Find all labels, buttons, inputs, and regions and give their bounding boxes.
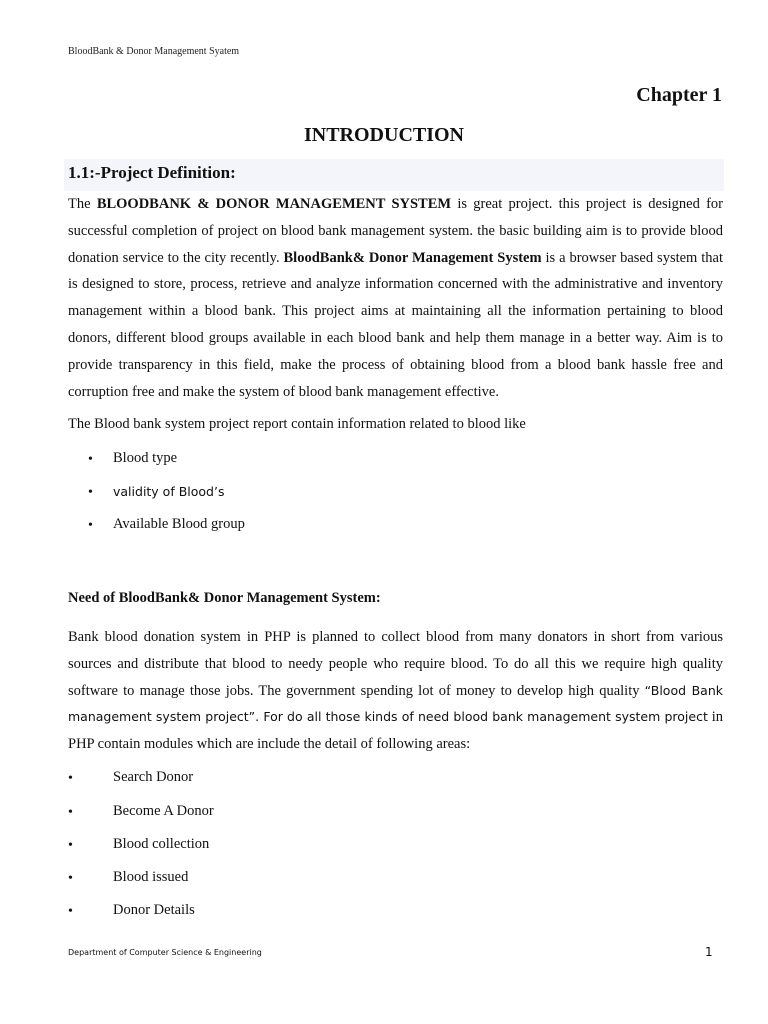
bullet-icon: • (88, 452, 93, 467)
intro-the: The (68, 196, 91, 212)
page-number: 1 (705, 945, 713, 959)
module-text: Search Donor (113, 769, 194, 785)
intro-text-2: is a browser based system that is designed to store, process, retrieve and analyze information concerned with the administrative and inventory management within a blood bank. This project aims at maintaining all the information pertaining to blood donors, different blood groups available in each blood bank and help them manage in a better way. Aim is to provide transparency in this field, make the process of obtaining blood from a blood bank hassle free and corruption free and make the system of blood bank management effective. (68, 249, 724, 400)
module-text: Donor Details (113, 902, 195, 918)
bullet-icon: • (68, 771, 73, 786)
bullet-icon: • (88, 485, 93, 500)
blood-info-text: validity of Blood’s (113, 484, 225, 499)
need-text-1: Bank blood donation system in PHP is planned to collect blood from many donators in short from various sources and distribute that blood to needy people who require blood. To do all this we require high quality software to manage those jobs. The government spending lot of money to develop high quality (68, 629, 723, 699)
bullet-icon: • (68, 838, 73, 853)
running-header: BloodBank & Donor Management Syatem (68, 46, 240, 57)
intro-paragraph (68, 191, 723, 405)
blood-info-item (88, 450, 93, 468)
page-title: INTRODUCTION (303, 124, 465, 146)
module-text: Blood collection (113, 836, 210, 852)
need-paragraph (68, 624, 723, 758)
intro-text-1: is great project. this project is designed for successful completion of project on blood bank management system. the basic building aim is to provide blood donation service to the city recently. (68, 196, 724, 266)
module-bullet (68, 869, 73, 887)
intro-bold-name: BLOODBANK & DONOR MANAGEMENT SYSTEM (96, 196, 452, 212)
need-text-sans: “Blood Bank management system project”. For do all those kinds of need blood bank management system project (68, 682, 723, 725)
bullet-icon: • (68, 904, 73, 919)
footer-department: Department of Computer Science & Engineering (68, 948, 262, 957)
blood-info-item (88, 516, 93, 534)
module-bullet (68, 902, 73, 920)
blood-info-text: Available Blood group (113, 516, 245, 532)
bullet-icon: • (68, 805, 73, 820)
blood-info-item (88, 483, 93, 501)
blood-info-text: Blood type (113, 450, 178, 466)
module-text: Blood issued (113, 869, 189, 885)
chapter-label: Chapter 1 (636, 84, 722, 106)
need-text-2: in PHP contain modules which are include the detail of following areas: (68, 709, 723, 753)
module-bullet (68, 803, 73, 821)
bullet-icon: • (88, 518, 93, 533)
module-bullet (68, 836, 73, 854)
module-bullet (68, 769, 73, 787)
need-title: Need of BloodBank& Donor Management System: (68, 590, 381, 606)
section-title: 1.1:-Project Definition: (68, 163, 236, 182)
module-text: Become A Donor (113, 803, 214, 819)
report-line: The Blood bank system project report contain information related to blood like (68, 416, 526, 432)
bullet-icon: • (68, 871, 73, 886)
intro-bold-name-2: BloodBank& Donor Management System (283, 249, 542, 266)
